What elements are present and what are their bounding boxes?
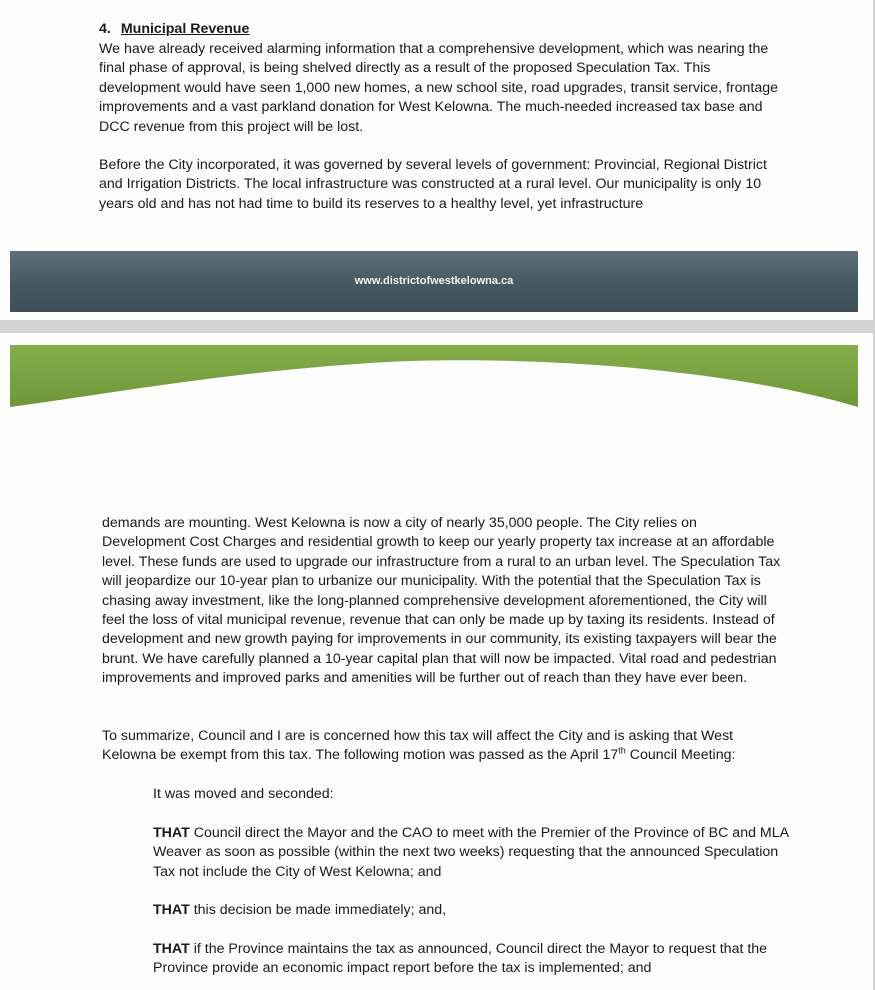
section-number: 4. [99,21,111,37]
paragraph-infrastructure-demands: demands are mounting. West Kelowna is now a city of nearly 35,000 people. The City relies on Development Cost Charges and residential growth to keep our yearly property tax increase at an affordable level. These funds are used to upgrade our infrastructure from a rural to an urban level. The Speculation Tax will jeopardize our 10-year plan to urbanize our municipality. With the potential that the Speculation Tax is chasing away investment, like the long-planned comprehensive development aforementioned, the City will feel the loss of vital municipal revenue, revenue that can only be made up by taxing its residents. Instead of development and new growth paying for improvements in our community, its existing taxpayers will bear the brunt. We have carefully planned a 10-year capital plan that will now be impacted. Vital road and pedestrian improvements and improved parks and amenities will be further out of reach than they have ever been. [102,515,781,687]
summary-text-end: Council Meeting: [625,747,736,764]
ordinal-suffix: th [618,745,626,756]
document-page-2 [0,333,873,990]
motion-clause-2-text: this decision be made immediately; and, [189,902,447,918]
paragraph-city-history: Before the City incorporated, it was governed by several levels of government: Provincial, Regional District and Irrigation Districts. The local infrastructure was constructed at a rural level. Our municipality is only 10 years old and has not had time to build its reserves to a healthy level, yet infrastructure [99,157,767,212]
motion-clause-1-text: Council direct the Mayor and the CAO to meet with the Premier of the Province of BC and MLA Weaver as soon as possible (within the next two weeks) requesting that the announced Speculation Tax not include the City of West Kelowna; and [153,825,789,880]
motion-clause-1 [153,824,793,882]
section-heading [99,20,249,39]
paragraph-development-shelved: We have already received alarming information that a comprehensive development, which was nearing the final phase of approval, is being shelved directly as a result of the proposed Speculation Tax. This development would have seen 1,000 new homes, a new school site, road upgrades, transit service, frontage improvements and a vast parkland donation for West Kelowna. The much-needed increased tax base and DCC revenue from this project will be lost. [99,41,779,135]
section-title: Municipal Revenue [120,21,250,37]
that-keyword: THAT [153,825,190,841]
motion-intro: It was moved and seconded: [153,786,334,802]
page-footer-band [10,251,858,312]
motion-clause-3 [153,940,793,979]
green-header-banner [10,345,858,415]
paragraph-summary [102,727,782,766]
that-keyword: THAT [153,941,190,957]
motion-clause-2 [153,901,793,920]
footer-website-url: www.districtofwestkelowna.ca [354,275,514,287]
document-page-1 [0,0,873,320]
motion-clause-3-text: if the Province maintains the tax as announced, Council direct the Mayor to request that the Province provide an economic impact report before the tax is implemented; and [153,941,768,977]
that-keyword: THAT [153,902,190,918]
summary-text: To summarize, Council and I are is concerned how this tax will affect the City and is asking that West Kelowna be exempt from this tax. The following motion was passed as the April 17 [102,728,734,764]
